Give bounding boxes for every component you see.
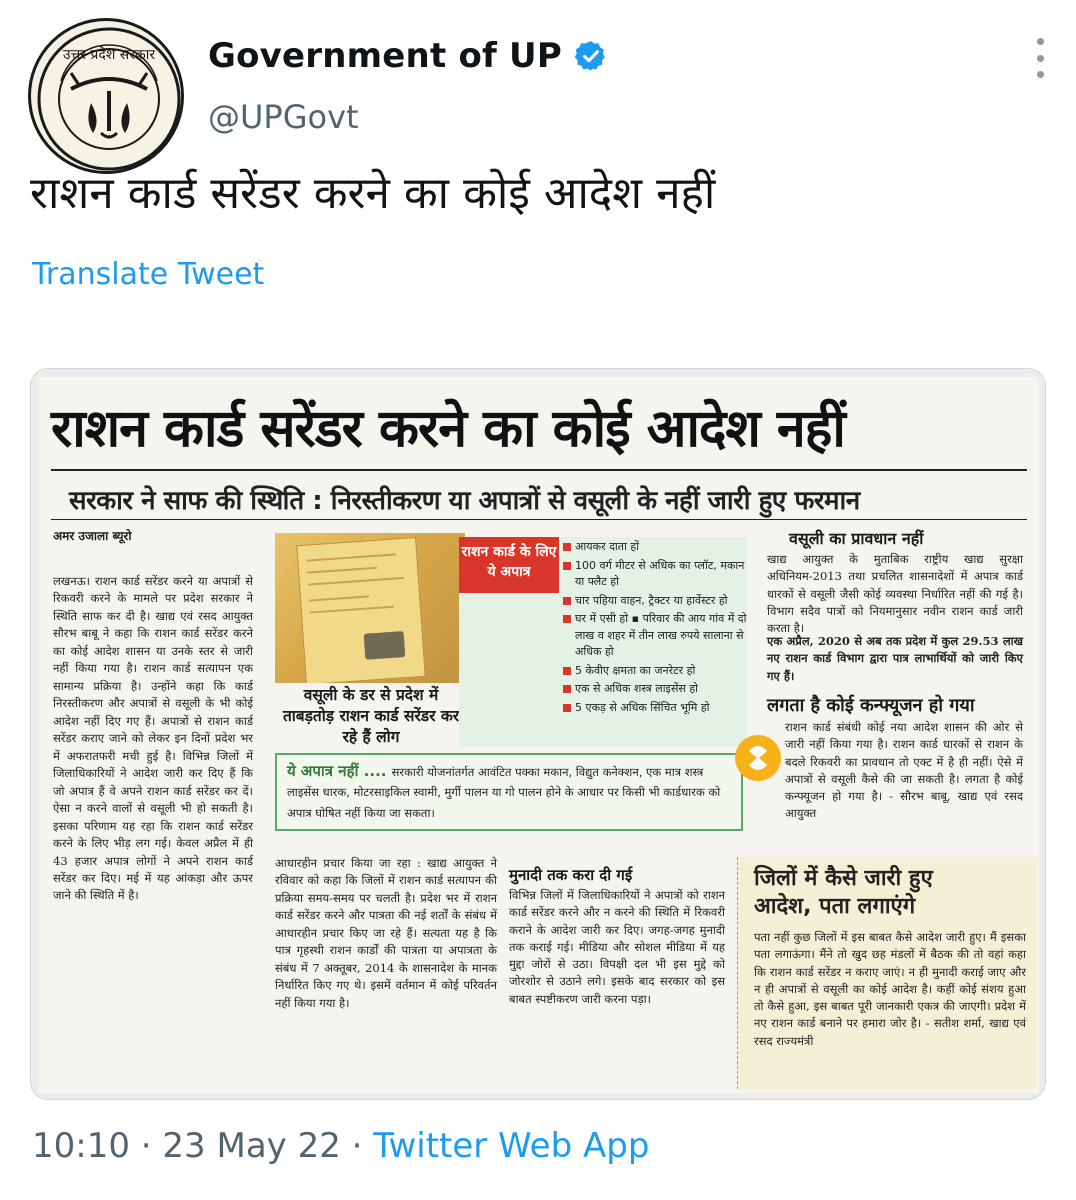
tweet-header	[28, 18, 1058, 168]
photo-caption-box	[275, 683, 465, 746]
not-ineligible-box	[275, 753, 743, 831]
vasooli-heading: वसूली का प्रावधान नहीं	[789, 529, 924, 548]
up-emblem-icon	[31, 21, 187, 177]
districts-box	[737, 857, 1037, 1089]
not-ineligible-text: सरकारी योजनांतर्गत आवंटित पक्का मकान, विद्युत कनेक्शन, एक मात्र शस्त्र लाइसेंस धारक, मोटरसाइकिल स्वामी, मुर्गी पालन या गो पालन होने के आधार पर किसी भी कार्डधारक को अपात्र घोषित नहीं किया जा सकता।	[287, 765, 721, 820]
tweet-text: राशन कार्ड सरेंडर करने का कोई आदेश नहीं	[30, 168, 716, 219]
avatar[interactable]	[28, 18, 184, 174]
byline: अमर उजाला ब्यूरो	[53, 529, 132, 543]
ration-card-photo	[275, 533, 465, 683]
middle-column-text: आधारहीन प्रचार किया जा रहा : खाद्य आयुक्त ने रविवार को कहा कि जिलों में राशन कार्ड सत्यापन की प्रक्रिया समय-समय पर चलती है। प्रदेश भर में राशन कार्ड सरेंडर करने और पात्रता की नई शर्तों के संबंध में आधारहीन प्रचार किए जा रहे हैं। सत्यता यह है कि पात्र गृहस्थी राशन कार्डों की पात्रता या अपात्रता के संबंध में 7 अक्तूबर, 2014 के शासनादेश के मानक निर्धारित किए गए थे। इसमें वर्तमान में कोई परिवर्तन नहीं किया गया है।	[275, 856, 497, 1010]
munadi-heading: मुनादी तक करा दी गई	[509, 866, 633, 884]
ineligible-item: 5 एकड़ से अधिक सिंचित भूमि हो	[563, 700, 747, 717]
sub-divider	[51, 519, 1027, 520]
more-options-icon[interactable]	[1030, 38, 1050, 78]
tweet-media-image[interactable]	[30, 368, 1046, 1100]
munadi-text: विभिन्न जिलों में जिलाधिकारियों ने अपात्रों को राशन कार्ड सरेंडर करने और न करने की स्थिति में रिकवरी कराने के आदेश जारी कर दिए। जगह-जगह मुनादी तक कराई गई। मीडिया और सोशल मीडिया में यह मुद्दा जोरों से उठा। विपक्षी दल भी इस मुद्दे को जोरशोर से उठाने लगे। इसके बाद सरकार को इस बाबत स्पष्टीकरण जारी करना पड़ा।	[509, 888, 725, 1006]
tweet-timestamp	[32, 1126, 649, 1166]
separator: ·	[140, 1126, 152, 1166]
tweet-source-link[interactable]: Twitter Web App	[373, 1126, 650, 1166]
vasooli-text: खाद्य आयुक्त के मुताबिक राष्ट्रीय खाद्य सुरक्षा अधिनियम-2013 तथा प्रचलित शासनादेशों में अपात्र कार्ड धारकों से वसूली जैसी कोई व्यवस्था निर्धारित नहीं की गई है। विभाग सदैव पात्रों को नियमानुसार नवीन राशन कार्ड जारी करता है।	[767, 552, 1023, 635]
newspaper-subheadline: सरकार ने साफ की स्थिति : निरस्तीकरण या अपात्रों से वसूली के नहीं जारी हुए फरमान	[69, 486, 860, 516]
verified-badge-icon	[574, 39, 608, 73]
confusion-heading: लगता है कोई कन्फ्यूजन हो गया	[767, 695, 975, 716]
ineligible-box	[459, 537, 747, 747]
translate-tweet-link[interactable]: Translate Tweet	[32, 257, 265, 292]
newspaper-headline: राशन कार्ड सरेंडर करने का कोई आदेश नहीं	[51, 398, 845, 459]
ineligible-label: राशन कार्ड के लिए ये अपात्र	[459, 537, 559, 593]
name-row	[208, 36, 608, 76]
separator: ·	[351, 1126, 363, 1166]
ineligible-item: 5 केवीए क्षमता का जनरेटर हो	[563, 663, 747, 680]
user-handle[interactable]: @UPGovt	[208, 98, 359, 136]
ineligible-item: 100 वर्ग मीटर से अधिक का प्लॉट, मकान या फ्लैट हो	[563, 558, 747, 591]
ineligible-item: आयकर दाता हों	[563, 539, 747, 556]
vasooli-stat: एक अप्रैल, 2020 से अब तक प्रदेश में कुल 29.53 लाख नए राशन कार्ड विभाग द्वारा पात्र लाभार्थियों को जारी किए गए हैं।	[767, 634, 1023, 683]
districts-text: पता नहीं कुछ जिलों में इस बाबत कैसे आदेश जारी हुए। मैं इसका पता लगाऊंगा। मैंने तो खुद छह मंडलों में बैठक की तो वहां कहा कि राशन कार्ड सरेंडर न कराए जाएं। न ही मुनादी कराई जाए और न ही अपात्रों से वसूली का कोई आदेश है। कहीं कोई संशय हुआ तो कैसे हुआ, इस बाबत पूरी जानकारी एकत्र की जाएगी। प्रदेश में नए राशन कार्ड बनाने पर हमारा जोर है। - सतीश शर्मा, खाद्य एवं रसद राज्यमंत्री	[754, 930, 1026, 1048]
not-ineligible-title: ये अपात्र नहीं ....	[287, 762, 387, 780]
newspaper-clipping	[39, 377, 1039, 1093]
confusion-text: राशन कार्ड संबंधी कोई नया आदेश शासन की ओर से जारी नहीं किया गया है। राशन कार्ड धारकों से राशन के बदले रिकवरी का प्रावधान तो एक्ट में है ही नहीं। ऐसे में अपात्रों से वसूली कैसे की जा सकती है। लगता है कोई कन्फ्यूजन हो गया है। - सौरभ बाबू, खाद्य एवं रसद आयुक्त	[785, 720, 1023, 821]
ineligible-list	[563, 539, 747, 718]
ineligible-item: घर में एसी हो ▪ परिवार की आय गांव में दो लाख व शहर में तीन लाख रुपये सालाना से अधिक हो	[563, 611, 747, 661]
ineligible-item: चार पहिया वाहन, ट्रैक्टर या हार्वेस्टर हो	[563, 593, 747, 610]
display-name[interactable]: Government of UP	[208, 36, 562, 76]
tweet-time[interactable]: 10:10	[32, 1126, 130, 1166]
photo-caption: वसूली के डर से प्रदेश में ताबड़तोड़ राशन कार्ड सरेंडर कर रहे हैं लोग	[282, 686, 460, 746]
headline-divider	[51, 469, 1027, 471]
tweet-date[interactable]: 23 May 22	[162, 1126, 341, 1166]
newspaper-logo-icon	[735, 735, 781, 781]
ineligible-item: एक से अधिक शस्त्र लाइसेंस हो	[563, 681, 747, 698]
svg-text:उत्तर प्रदेश सरकार: उत्तर प्रदेश सरकार	[62, 47, 156, 63]
left-column-text: लखनऊ। राशन कार्ड सरेंडर करने या अपात्रों से रिकवरी करने के मामले पर प्रदेश सरकार ने स्थिति साफ कर दी है। खाद्य एवं रसद आयुक्त सौरभ बाबू ने कहा कि राशन कार्ड सरेंडर करने का कोई आदेश शासन या उनके स्तर से जारी नहीं किया गया है। राशन कार्ड सत्यापन एक सामान्य प्रक्रिया है। उन्होंने कहा कि कार्ड निरस्तीकरण और अपात्रों से वसूली के भी कोई आदेश नहीं दिए गए हैं। अपात्रों से राशन कार्ड सरेंडर कराए जाने को लेकर इन दिनों प्रदेश भर में अफरातफरी मची हुई है। विभिन्न जिलों में जिलाधिकारियों ने आदेश जारी कर दिए हैं कि जो अपात्र हैं वे अपने राशन कार्ड सरेंडर कर दें। ऐसा न करने वालों से वसूली भी हो सकती है। इसका परिणाम यह रहा कि राशन कार्ड सरेंडर करने के लिए भीड़ लग गई। केवल अप्रैल में ही 43 हजार अपात्र लोगों ने अपने राशन कार्ड सरेंडर कर दिए। मई में यह आंकड़ा और ऊपर जाने की स्थिति में है।	[53, 574, 253, 903]
districts-heading: जिलों में कैसे जारी हुए आदेश, पता लगाएंगे	[754, 866, 933, 919]
